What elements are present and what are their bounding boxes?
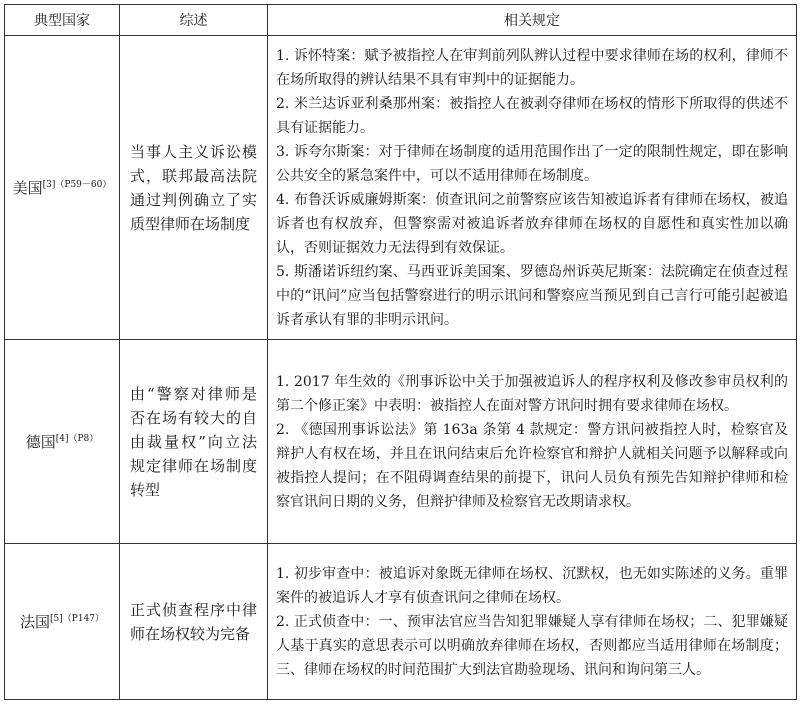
header-summary: 综述 [120, 5, 268, 36]
rule-item: 5. 斯潘诺诉纽约案、马西亚诉美国案、罗德岛州诉英尼斯案：法院确定在侦查过程中的“讯问”应当包括警察进行的明示讯问和警察应当预见到自己言行可能引起被追诉者承认有罪的非明示讯问。 [276, 263, 788, 328]
rules-cell [268, 544, 797, 700]
rule-item: 1. 初步审查中：被追诉对象既无律师在场权、沉默权，也无如实陈述的义务。重罪案件的被追诉人才享有侦查讯问之律师在场权。 [276, 565, 788, 606]
rule-item: 2. 正式侦查中：一、预审法官应当告知犯罪嫌疑人享有律师在场权；二、犯罪嫌疑人基于真实的意思表示可以明确放弃律师在场权，否则都应当适用律师在场制度；三、律师在场权的时间范围扩大到法官勘验现场、讯问和询问第三人。 [276, 613, 788, 678]
citation: [3]（P59－60） [42, 180, 112, 190]
country-name: 美国 [12, 179, 43, 197]
country-cell [5, 340, 120, 544]
country-name: 德国 [25, 433, 56, 451]
header-rules: 相关规定 [268, 5, 797, 36]
rules-cell [268, 340, 797, 544]
rule-item: 1. 2017 年生效的《刑事诉讼中关于加强被追诉人的程序权利及修改参审员权利的第二个修正案》中表明：被指控人在面对警方讯问时拥有要求律师在场权。 [276, 373, 788, 414]
table-row [5, 36, 797, 340]
country-cell [5, 36, 120, 340]
table-row [5, 544, 797, 700]
summary-cell: 由“警察对律师是否在场有较大的自由裁量权”向立法规定律师在场制度转型 [120, 340, 268, 544]
rules-cell [268, 36, 797, 340]
header-country: 典型国家 [5, 5, 120, 36]
rule-item: 4. 布鲁沃诉威廉姆斯案：侦查讯问之前警察应该告知被追诉者有律师在场权，被追诉者也有权放弃，但警察需对被追诉者放弃律师在场权的自愿性和真实性加以确认，否则证据效力无法得到有效保证。 [276, 191, 788, 256]
citation: [5]（P147） [50, 614, 104, 624]
citation: [4]（P8） [55, 434, 99, 444]
summary-cell: 正式侦查程序中律师在场权较为完备 [120, 544, 268, 700]
table-row [5, 340, 797, 544]
rule-item: 3. 诉夸尔斯案：对于律师在场制度的适用范围作出了一定的限制性规定，即在影响公共安全的紧急案件中，可以不适用律师在场制度。 [276, 143, 788, 184]
regulation-table [4, 4, 797, 700]
summary-cell: 当事人主义诉讼模式，联邦最高法院通过判例确立了实质型律师在场制度 [120, 36, 268, 340]
rule-item: 1. 诉怀特案：赋予被指控人在审判前列队辨认过程中要求律师在场的权利，律师不在场所取得的辨认结果不具有审判中的证据能力。 [276, 47, 788, 88]
country-cell [5, 544, 120, 700]
header-row [5, 5, 797, 36]
country-name: 法国 [20, 613, 51, 631]
rule-item: 2. 《德国刑事诉讼法》第 163a 条第 4 款规定：警方讯问被指控人时，检察官及辩护人有权在场，并且在讯问结束后允许检察官和辩护人就相关问题予以解释或向被指控人提问；在不阻碍调查结果的前提下，讯问人员负有预先告知辩护律师和检察官讯问日期的义务，但辩护律师及检察官无改期请求权。 [276, 421, 788, 510]
rule-item: 2. 米兰达诉亚利桑那州案：被指控人在被剥夺律师在场权的情形下所取得的供述不具有证据能力。 [276, 95, 788, 136]
